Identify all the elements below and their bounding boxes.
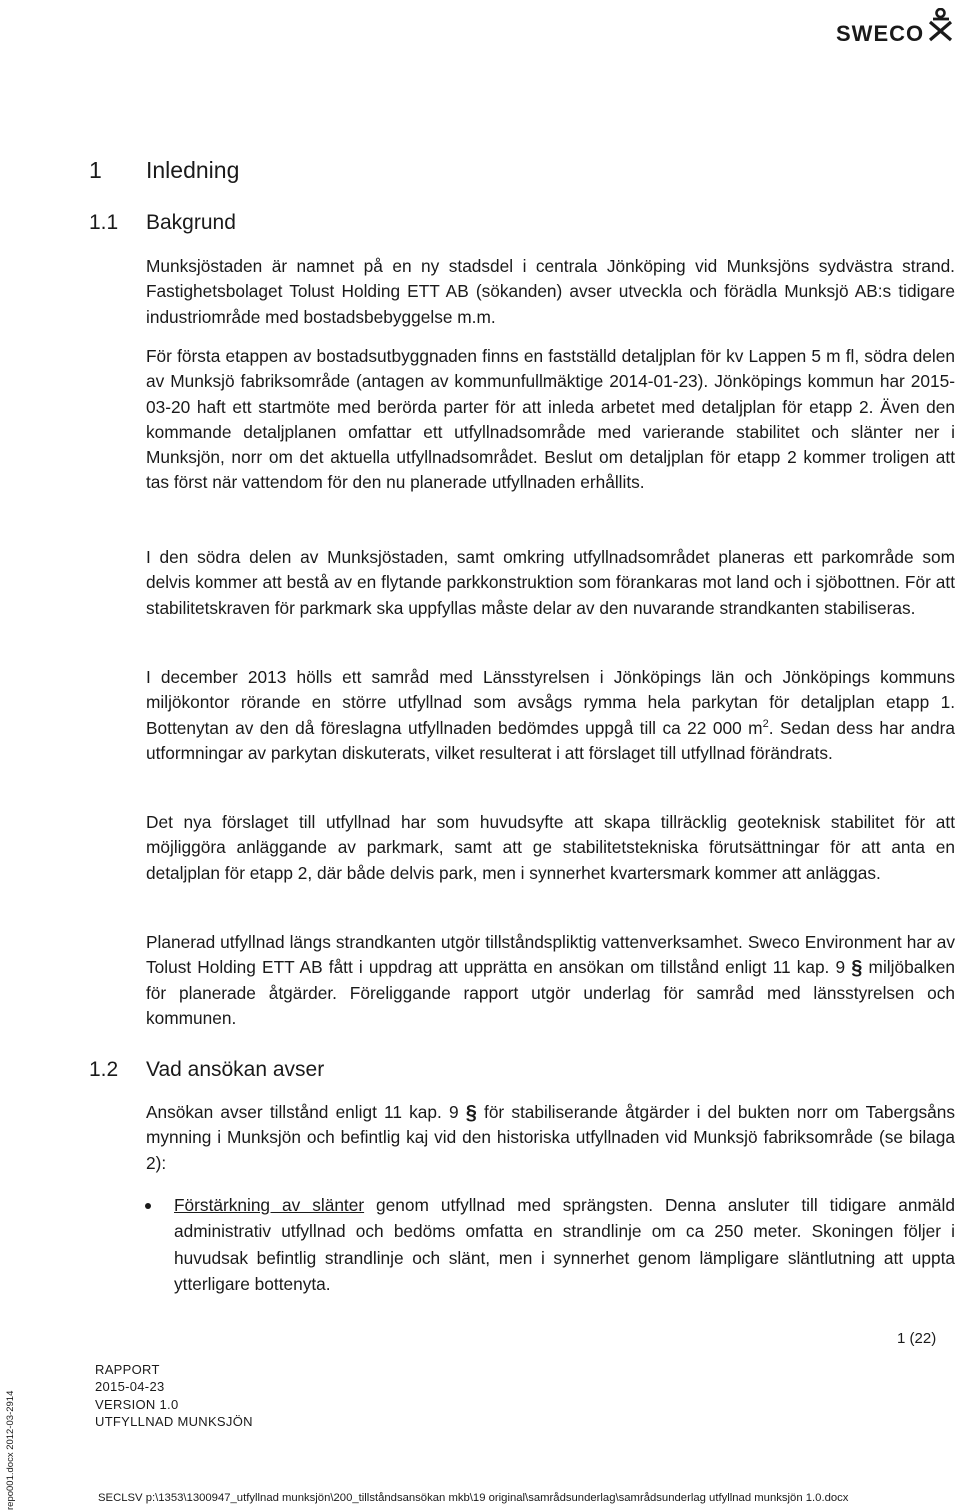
paragraph-6: [146, 930, 955, 1031]
heading-1-2-number: 1.2: [89, 1058, 119, 1081]
logo-text: SWECO: [836, 21, 925, 46]
section-sign: §: [851, 957, 863, 980]
paragraph-4-text-a: I december 2013 hölls ett samråd med Länsstyrelsen i Jönköpings län och Jönköpings kommuns miljökontor rörande en större utfyllnad som avsågs rymma hela parkytan för detaljplan etapp 1. Bottenytan av den då föreslagna utfyllnaden bedömdes uppgå till ca 22 000 m: [146, 667, 955, 738]
footer-doc-type: RAPPORT: [95, 1362, 160, 1377]
heading-1: [89, 157, 239, 184]
section-sign: §: [465, 1102, 477, 1124]
footer-version: VERSION 1.0: [95, 1396, 179, 1412]
paragraph-6-text-a: Planerad utfyllnad längs strandkanten utgör tillståndspliktig vattenverksamhet. Sweco Environment har av Tolust Holding ETT AB fått i uppdrag att upprätta en ansökan om tillstånd enligt 11 kap. 9: [146, 932, 955, 978]
bullet-item: [174, 1192, 955, 1297]
sweco-logo: [836, 8, 954, 46]
heading-1-1-number: 1.1: [89, 211, 119, 234]
heading-1-2-title: Vad ansökan avser: [146, 1058, 325, 1081]
paragraph-6-text-b: miljöbalken för planerade åtgärder. Föreliggande rapport utgör underlag för samråd med länsstyrelsen och kommunen.: [146, 957, 956, 1028]
paragraph-7-text-b: för stabiliserande åtgärder i del bukten norr om Tabergsåns mynning i Munksjön och befintlig kaj vid den historiska utfyllnaden vid Munksjö fabriksområde (se bilaga 2):: [146, 1102, 955, 1173]
paragraph-7: [146, 1100, 955, 1176]
paragraph-1: Munksjöstaden är namnet på en ny stadsdel i centrala Jönköping vid Munksjöns sydvästra strand. Fastighetsbolaget Tolust Holding ETT AB (sökanden) avser utveckla och förädla Munksjö AB:s tidigare industriområde med bostadsbebyggelse m.m.: [146, 256, 955, 327]
sweco-mark-icon: [927, 8, 954, 42]
paragraph-5: Det nya förslaget till utfyllnad har som huvudsyfte att skapa tillräcklig geoteknisk stabilitet för att möjliggöra anläggande av parkmark, samt att ge stabilitetstekniska förutsättningar för att anta en detaljplan för etapp 2, där både delvis park, men i synnerhet kvartersmark kommer att anläggas.: [146, 812, 955, 883]
heading-1-title: Inledning: [146, 157, 240, 183]
footer-date: 2015-04-23: [95, 1379, 165, 1395]
template-id: repo001.docx 2012-03-2914: [5, 1390, 16, 1510]
file-path: SECLSV p:\1353\1300947_utfyllnad munksjön\200_tillståndsansökan mkb\19 original\samrådsunderlag\samrådsunderlag utfyllnad munksjön 1.0.docx: [98, 1492, 849, 1504]
bullet-icon: [145, 1203, 151, 1209]
paragraph-4: [146, 665, 955, 766]
footer-block: [95, 1361, 253, 1430]
footer-project: UTFYLLNAD MUNKSJÖN: [95, 1413, 253, 1429]
bullet-underlined-term: Förstärkning av slänter: [174, 1195, 365, 1215]
heading-1-1-title: Bakgrund: [146, 211, 236, 234]
paragraph-4-text-b: . Sedan dess har andra utformningar av parkytan diskuterats, vilket resulterat i att förslaget till utfyllnad förändrats.: [146, 717, 955, 763]
heading-1-number: 1: [89, 157, 102, 183]
bullet-text-rest: genom utfyllnad med sprängsten. Denna ansluter till tidigare anmäld administrativ utfyllnad och bedöms omfatta en strandlinje om ca 250 meter. Skoningen följer i huvudsak befintlig strandlinje och slänt, men i synnerhet genom lämpligare släntlutning att uppta ytterligare bottenyta.: [174, 1195, 955, 1294]
page-number: 1 (22): [897, 1330, 937, 1347]
superscript-2: 2: [762, 717, 769, 730]
paragraph-7-text-a: Ansökan avser tillstånd enligt 11 kap. 9: [146, 1102, 466, 1122]
heading-1-2: [89, 1058, 324, 1082]
heading-1-1: [89, 211, 236, 235]
paragraph-3: I den södra delen av Munksjöstaden, samt omkring utfyllnadsområdet planeras ett parkområde som delvis kommer att bestå av en flytande parkkonstruktion som förankaras mot land och i sjöbottnen. För att stabilitetskraven för parkmark ska uppfyllas måste delar av den nuvarande strandkanten stabiliseras.: [146, 547, 955, 618]
paragraph-2: För första etappen av bostadsutbyggnaden finns en fastställd detaljplan för kv Lappen 5 m fl, södra delen av Munksjö fabriksområde (antagen av kommunfullmäktige 2014-01-23). Jönköpings kommun har 2015-03-20 haft ett startmöte med berörda parter för att inleda arbetet med detaljplan för etapp 2. Även den kommande detaljplanen omfattar ett utfyllnadsområde med varierande stabilitet och slänter ner i Munksjön, norr om det aktuella utfyllnadsområdet. Beslut om detaljplan för etapp 2 kommer troligen att tas först när vattendom för den nu planerade utfyllnaden erhållits.: [146, 346, 955, 493]
